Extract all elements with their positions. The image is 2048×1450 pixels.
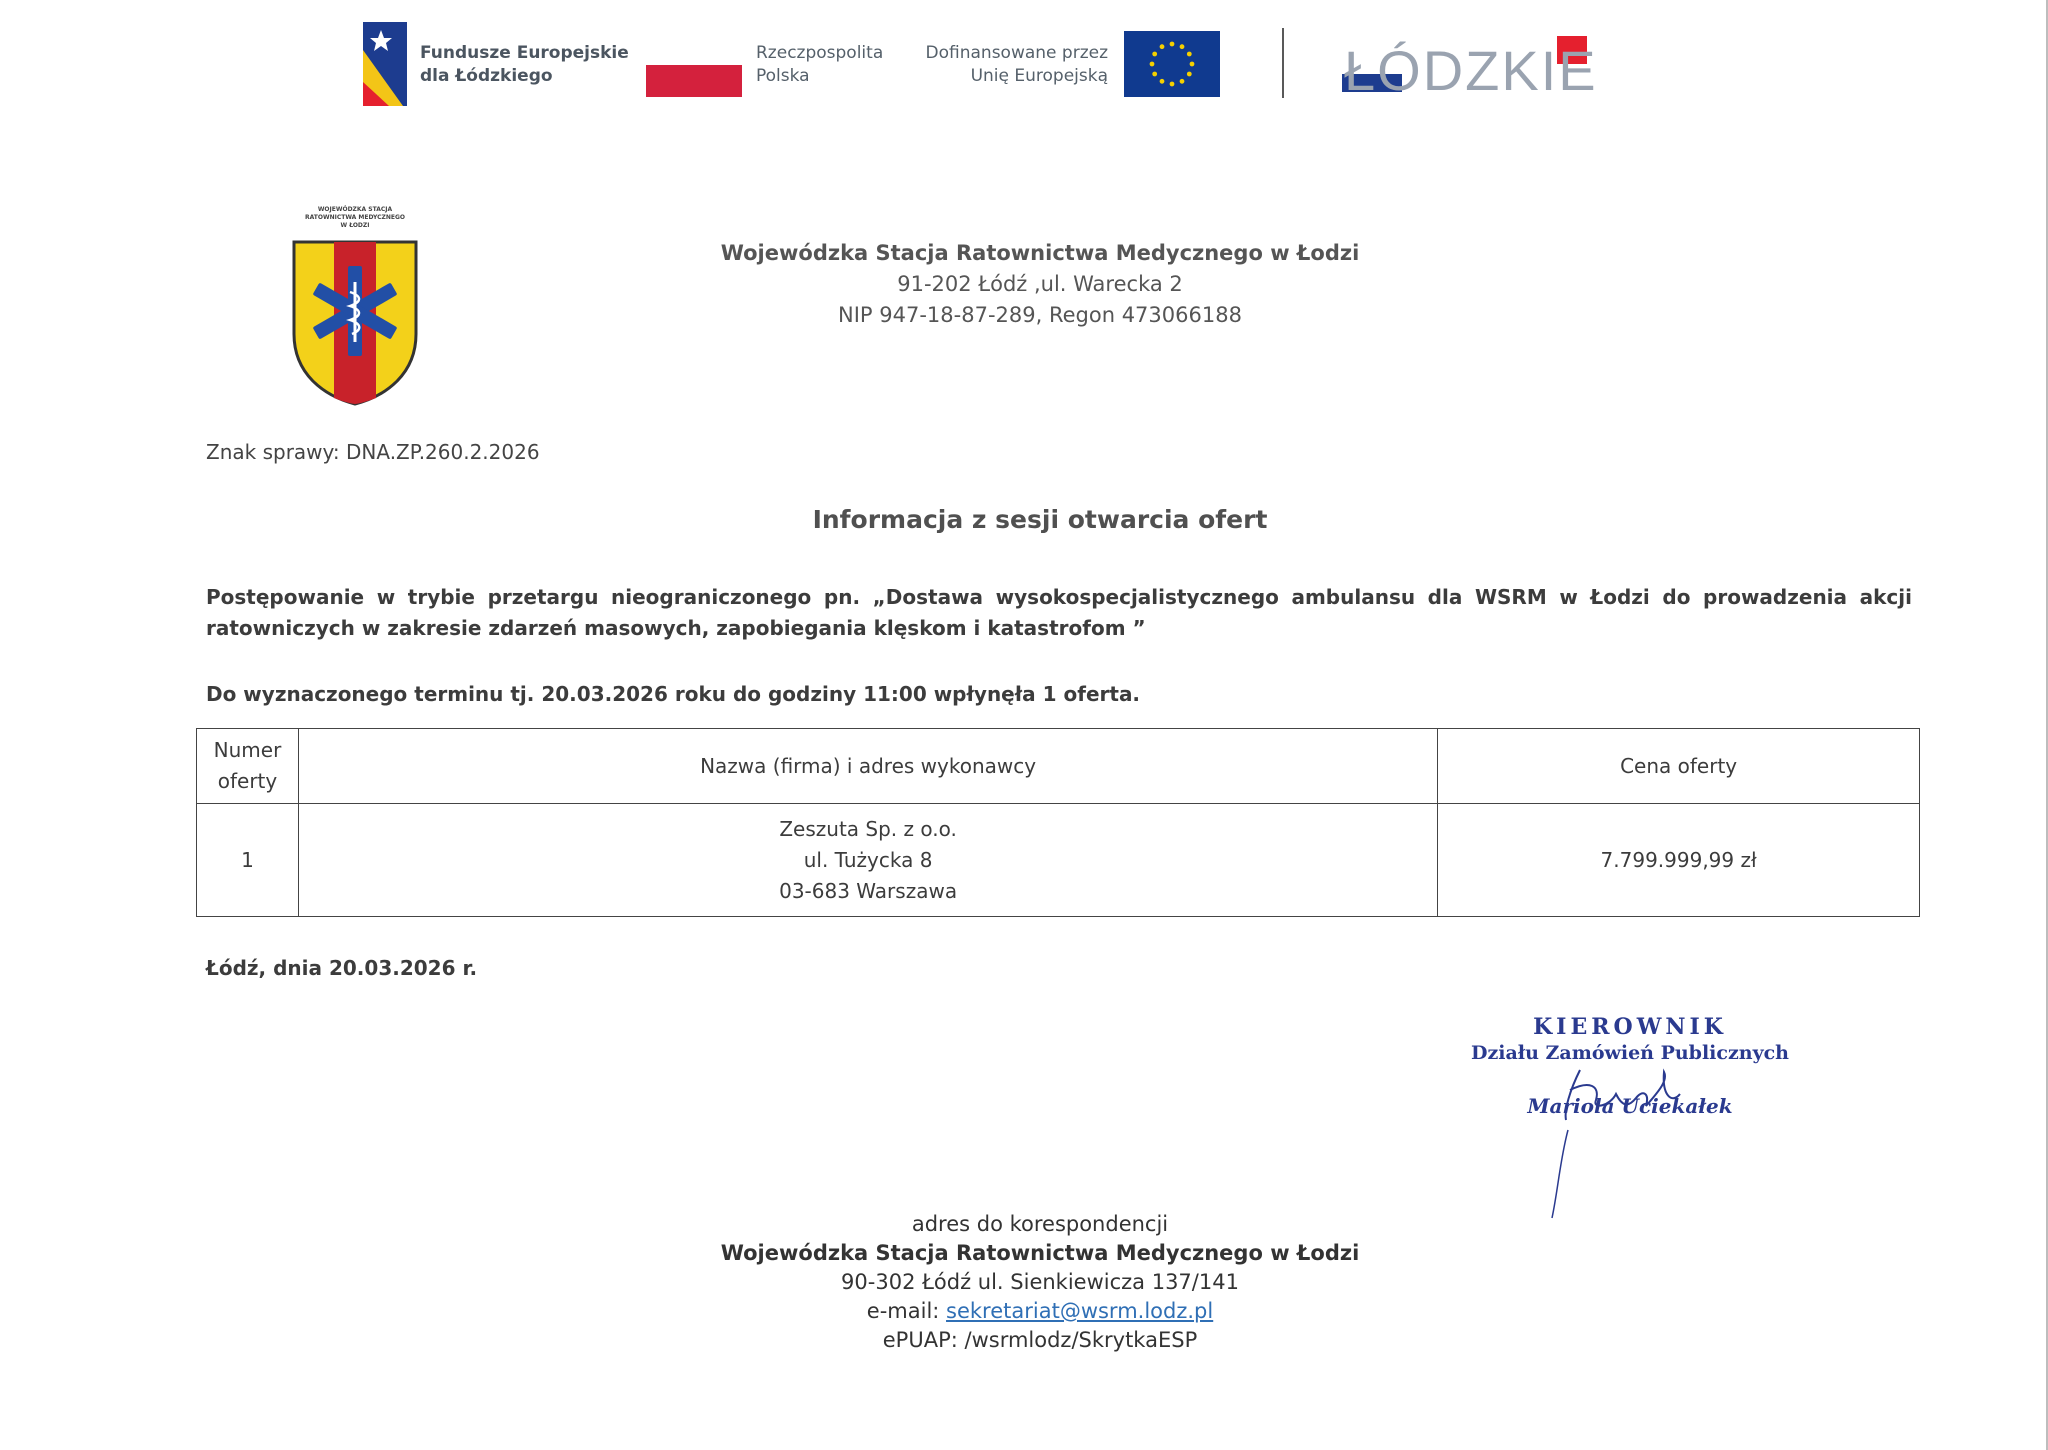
offer-number: 1 — [197, 804, 299, 917]
header-contractor: Nazwa (firma) i adres wykonawcy — [298, 729, 1437, 804]
wsrm-coat-of-arms-icon — [290, 238, 420, 406]
offer-price: 7.799.999,99 zł — [1438, 804, 1920, 917]
emblem-caption — [282, 204, 428, 233]
logo-divider — [1282, 28, 1284, 98]
procedure-description: Postępowanie w trybie przetargu nieograniczonego pn. „Dostawa wysokospecjalistycznego ambulansu dla WSRM w Łodzi do prowadzenia akcji ratowniczych w zakresie zdarzeń masowych, zapobiegania klęskom i katastrofom ” — [206, 585, 1912, 640]
org-header — [700, 238, 1380, 331]
eu-funds-logo-text: Fundusze Europejskie dla Łódzkiego — [420, 43, 629, 86]
svg-text:W ŁODZI: W ŁODZI — [340, 222, 370, 229]
footer-org-name: Wojewódzka Stacja Ratownictwa Medycznego w Łodzi — [720, 1241, 1360, 1265]
document-title: Informacja z sesji otwarcia ofert — [812, 505, 1268, 534]
header-offer-number: Numer oferty — [197, 729, 299, 804]
svg-text:ŁÓDZKIE: ŁÓDZKIE — [1344, 39, 1598, 98]
org-address: 91-202 Łódź ,ul. Warecka 2 — [897, 272, 1183, 296]
email-link[interactable]: sekretariat@wsrm.lodz.pl — [946, 1299, 1214, 1323]
footer-address: 90-302 Łódź ul. Sienkiewicza 137/141 — [841, 1270, 1239, 1294]
lodzkie-region-logo-icon — [1342, 28, 1604, 98]
correspondence-footer — [700, 1210, 1380, 1355]
eu-cofinanced-text: Dofinansowane przez Unię Europejską — [925, 43, 1108, 86]
place-and-date: Łódź, dnia 20.03.2026 r. — [206, 956, 478, 980]
stamp-department: Działu Zamówień Publicznych — [1471, 1042, 1789, 1064]
eu-flag-icon — [1124, 31, 1220, 97]
stamp-title: KIEROWNIK — [1533, 1014, 1727, 1040]
offers-table — [196, 728, 1920, 917]
submission-deadline: Do wyznaczonego terminu tj. 20.03.2026 roku do godziny 11:00 wpłynęła 1 oferta. — [206, 682, 1141, 706]
svg-text:RATOWNICTWA MEDYCZNEGO: RATOWNICTWA MEDYCZNEGO — [304, 214, 406, 221]
footer-email-label: e-mail: — [866, 1299, 947, 1323]
rp-logo-text: Rzeczpospolita Polska — [756, 43, 884, 86]
svg-text:WOJEWÓDZKA STACJA: WOJEWÓDZKA STACJA — [317, 206, 393, 213]
offer-contractor: Zeszuta Sp. z o.o. ul. Tużycka 8 03-683 Warszawa — [298, 804, 1437, 917]
eu-funds-logo-icon — [363, 22, 407, 106]
handwritten-signature — [1500, 1050, 1770, 1220]
stamp-name: Mariola Uciekałek — [1527, 1094, 1733, 1118]
footer-epuap: ePUAP: /wsrmlodz/SkrytkaESP — [882, 1328, 1198, 1352]
org-name: Wojewódzka Stacja Ratownictwa Medycznego w Łodzi — [720, 241, 1360, 265]
polish-flag-icon — [646, 33, 742, 97]
org-ids: NIP 947-18-87-289, Regon 473066188 — [838, 303, 1242, 327]
footer-label: adres do korespondencji — [911, 1212, 1169, 1236]
header-price: Cena oferty — [1438, 729, 1920, 804]
footer-email-line — [700, 1297, 1380, 1326]
case-number: Znak sprawy: DNA.ZP.260.2.2026 — [206, 440, 540, 464]
table-row — [197, 804, 1920, 917]
table-header-row — [197, 729, 1920, 804]
